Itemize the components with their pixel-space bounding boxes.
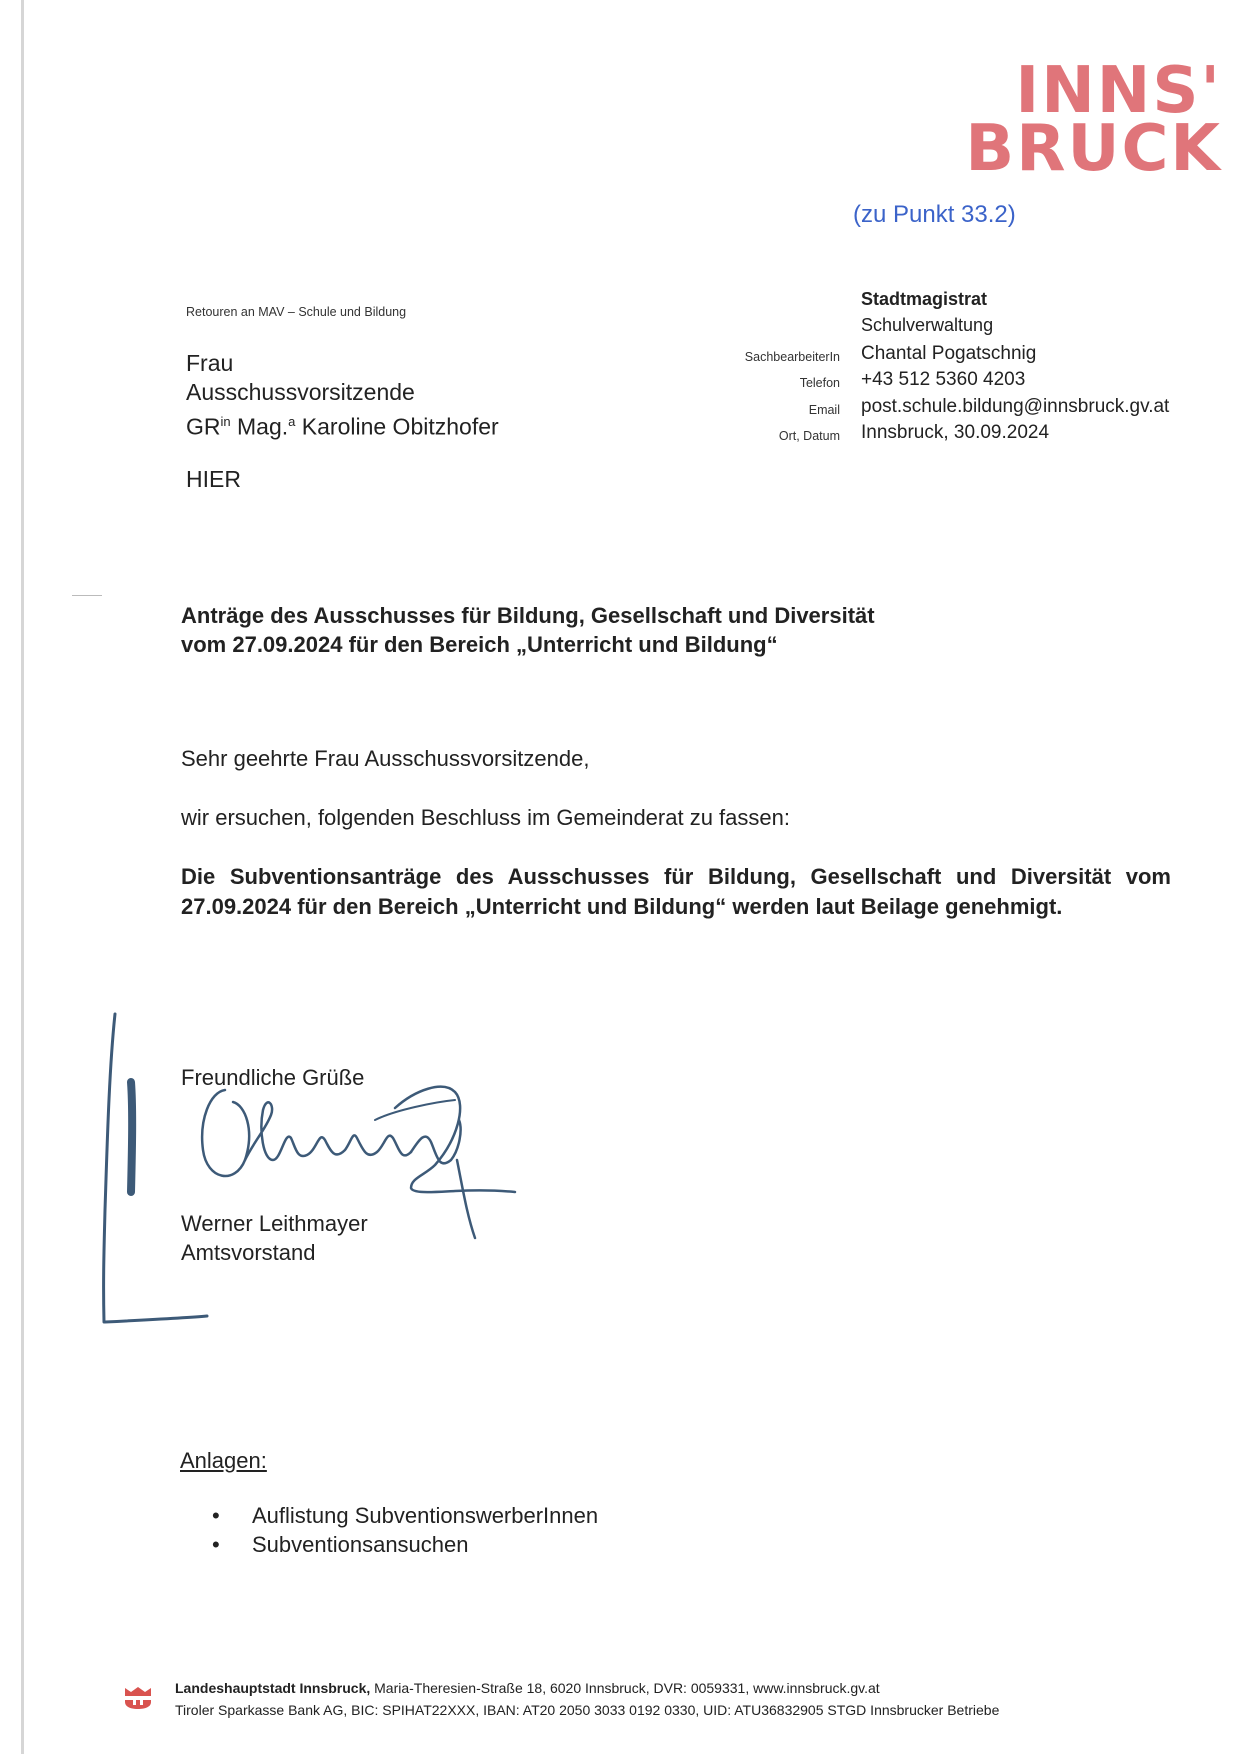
- recipient-address: [186, 349, 499, 442]
- phone-label: Telefon: [799, 376, 840, 390]
- footer-line-1: Landeshauptstadt Innsbruck, Maria-Theresien-Straße 18, 6020 Innsbruck, DVR: 0059331, www.innsbruck.gv.at: [175, 1680, 880, 1696]
- handwritten-signature: [95, 1010, 595, 1330]
- logo-line-2: BRUCK: [965, 112, 1222, 186]
- footer-line-2: Tiroler Sparkasse Bank AG, BIC: SPIHAT22XXX, IBAN: AT20 2050 3033 0192 0330, UID: ATU36832905 STGD Innsbrucker Betriebe: [175, 1702, 1000, 1718]
- recipient-name: $GR^{in}$ Mag.$^a$ Karoline Obitzhofer: [186, 413, 499, 440]
- greeting: Sehr geehrte Frau Ausschussvorsitzende,: [181, 746, 590, 771]
- fold-mark: [72, 595, 102, 596]
- subject-line-1: Anträge des Ausschusses für Bildung, Gesellschaft und Diversität: [181, 603, 875, 628]
- attachment-item: • Subventionsansuchen: [212, 1532, 469, 1558]
- recipient-role: Ausschussvorsitzende: [186, 379, 415, 405]
- clerk-value: Chantal Pogatschnig: [861, 343, 1037, 364]
- resolution-text: Die Subventionsanträge des Ausschusses für Bildung, Gesellschaft und Diversität vom 27.09.2024 für den Bereich „Unterricht und Bildung“ werden laut Beilage genehmigt.: [181, 864, 1171, 919]
- recipient-location: HIER: [186, 466, 241, 492]
- letter-subject: [181, 601, 875, 659]
- attachments-heading: Anlagen:: [180, 1448, 267, 1473]
- sender-dept: Schulverwaltung: [861, 315, 994, 335]
- signer-name: Werner Leithmayer: [181, 1211, 368, 1236]
- clerk-label: SachbearbeiterIn: [744, 350, 840, 364]
- subject-line-2: vom 27.09.2024 für den Bereich „Unterricht und Bildung“: [181, 632, 778, 657]
- logo-line-1: INNS': [1015, 54, 1222, 128]
- sender-org: Stadtmagistrat: [861, 289, 988, 309]
- email-label: Email: [808, 403, 840, 417]
- agenda-reference: (zu Punkt 33.2): [853, 201, 1016, 228]
- signer-position: Amtsvorstand: [181, 1240, 316, 1265]
- innsbruck-logo: [965, 54, 1222, 186]
- closing-regards: Freundliche Grüße: [181, 1065, 365, 1090]
- page-edge: [21, 0, 24, 1754]
- email-value: post.schule.bildung@innsbruck.gv.at: [861, 396, 1170, 417]
- place-date-label: Ort, Datum: [778, 429, 840, 443]
- place-date-value: Innsbruck, 30.09.2024: [861, 422, 1050, 443]
- attachment-item: • Auflistung SubventionswerberInnen: [212, 1503, 598, 1529]
- phone-value: +43 512 5360 4203: [861, 369, 1026, 390]
- request-text: wir ersuchen, folgenden Beschluss im Gemeinderat zu fassen:: [181, 805, 790, 830]
- innsbruck-footer-icon: [124, 1686, 152, 1710]
- recipient-salutation: Frau: [186, 350, 234, 376]
- return-address: Retouren an MAV – Schule und Bildung: [186, 305, 407, 319]
